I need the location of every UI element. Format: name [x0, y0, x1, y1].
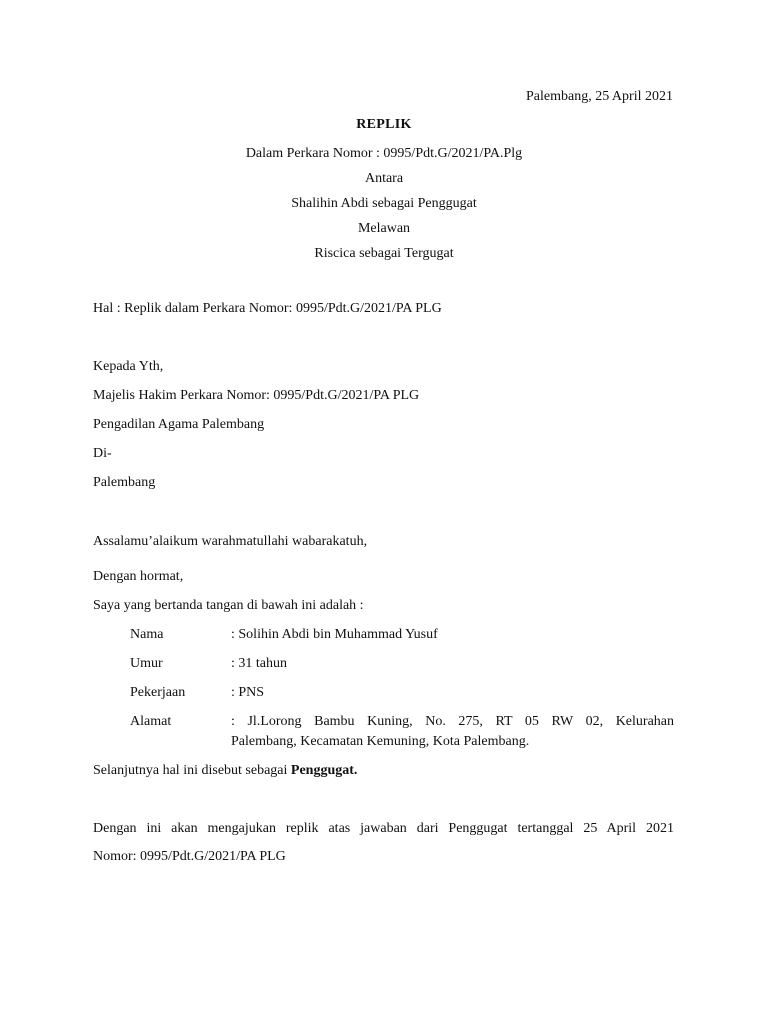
designation-prefix: Selanjutnya hal ini disebut sebagai	[93, 763, 291, 778]
identity-name-label: Nama	[130, 627, 164, 642]
identity-address-label: Alamat	[130, 714, 172, 729]
recipient-line-1: Majelis Hakim Perkara Nomor: 0995/Pdt.G/2021/PA PLG	[93, 388, 420, 403]
body-line-1: Dengan ini akan mengajukan replik atas jawaban dari Penggugat tertanggal 25 April 2021	[93, 821, 674, 836]
case-number-line: Dalam Perkara Nomor : 0995/Pdt.G/2021/PA.Plg	[245, 146, 523, 161]
recipient-line-3: Di-	[93, 446, 112, 461]
body-paragraph	[93, 815, 674, 871]
subject-line: Hal : Replik dalam Perkara Nomor: 0995/Pdt.G/2021/PA PLG	[93, 301, 442, 316]
intro-line: Saya yang bertanda tangan di bawah ini adalah :	[93, 598, 364, 613]
salutation-line: Assalamu’alaikum warahmatullahi wabarakatuh,	[93, 534, 368, 549]
body-line-2: Nomor: 0995/Pdt.G/2021/PA PLG	[93, 849, 286, 864]
document-title: REPLIK	[356, 117, 412, 132]
document-date: Palembang, 25 April 2021	[526, 89, 673, 104]
opening-line: Dengan hormat,	[93, 569, 184, 584]
designation-line	[93, 762, 357, 780]
identity-name-value: : Solihin Abdi bin Muhammad Yusuf	[231, 627, 438, 642]
designation-term: Penggugat.	[290, 763, 358, 778]
versus-line: Melawan	[357, 221, 411, 236]
plaintiff-line: Shalihin Abdi sebagai Penggugat	[291, 196, 477, 211]
between-line: Antara	[364, 171, 404, 186]
recipient-line-4: Palembang	[93, 475, 156, 490]
identity-address-line-1: : Jl.Lorong Bambu Kuning, No. 275, RT 05 RW 02, Kelurahan	[231, 714, 674, 729]
recipient-line-2: Pengadilan Agama Palembang	[93, 417, 265, 432]
recipient-greeting: Kepada Yth,	[93, 359, 164, 374]
identity-age-value: : 31 tahun	[231, 656, 287, 671]
defendant-line: Riscica sebagai Tergugat	[314, 246, 454, 261]
identity-address-line-2: Palembang, Kecamatan Kemuning, Kota Palembang.	[231, 734, 530, 749]
identity-address-value	[231, 712, 674, 752]
identity-age-label: Umur	[130, 656, 163, 671]
identity-job-value: : PNS	[231, 685, 265, 700]
identity-job-label: Pekerjaan	[130, 685, 186, 700]
